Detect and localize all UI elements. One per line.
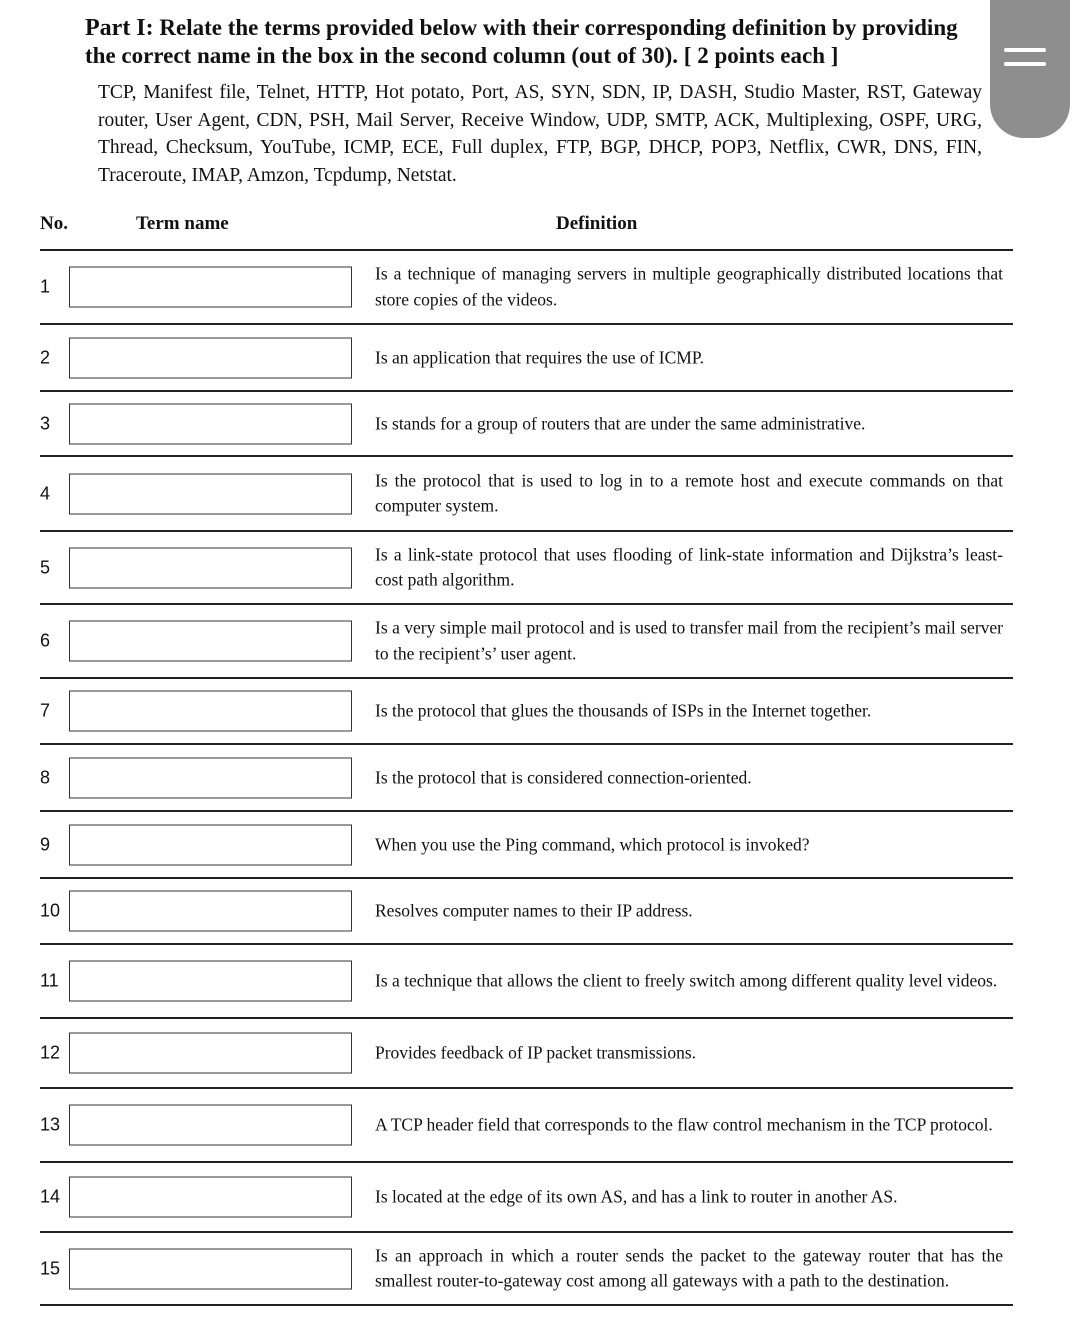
- row-definition: Is a technique of managing servers in multiple geographically distributed locations that store copies of the videos.: [375, 263, 1003, 309]
- table-row: [40, 323, 1013, 390]
- term-bank: TCP, Manifest file, Telnet, HTTP, Hot potato, Port, AS, SYN, SDN, IP, DASH, Studio Master, RST, Gateway router, User Agent, CDN, PSH, Mail Server, Receive Window, UDP, SMTP, ACK, Multiplexing, OSPF, URG, Thread, Checksum, YouTube, ICMP, ECE, Full duplex, FTP, BGP, DHCP, POP3, Netflix, CWR, DNS, FIN, Traceroute, IMAP, Amzon, Tcpdump, Netstat.: [98, 82, 982, 186]
- table-row: [40, 677, 1013, 743]
- row-number: 9: [40, 834, 51, 854]
- row-number: 14: [40, 1186, 61, 1207]
- answer-box[interactable]: [69, 621, 352, 662]
- column-header-term: Term name: [136, 213, 229, 234]
- row-number: 7: [40, 700, 51, 721]
- row-number: 10: [40, 900, 61, 921]
- table-row: [40, 455, 1013, 530]
- answer-box[interactable]: [69, 1033, 352, 1074]
- answer-box[interactable]: [69, 1177, 352, 1218]
- row-definition: Is an approach in which a router sends the packet to the gateway router that has the smallest router-to-gateway cost among all gateways with a path to the destination.: [375, 1245, 1003, 1291]
- row-number: 5: [40, 557, 51, 577]
- answer-box[interactable]: [69, 691, 352, 732]
- row-definition: Resolves computer names to their IP address.: [375, 900, 693, 921]
- row-definition: A TCP header field that corresponds to the flaw control mechanism in the TCP protocol.: [375, 1114, 993, 1135]
- table-row: [40, 603, 1013, 677]
- row-definition: Provides feedback of IP packet transmissions.: [375, 1042, 697, 1063]
- menu-handle[interactable]: [990, 0, 1070, 138]
- table-row: [40, 1161, 1013, 1231]
- table-row: [40, 1087, 1013, 1161]
- row-number: 11: [40, 970, 59, 991]
- answer-box[interactable]: [69, 547, 352, 588]
- instruction-text: Relate the terms provided below with their corresponding definition by providing the correct name in the box in the second column (out of 30). [ 2 points each ]: [85, 15, 958, 68]
- row-number: 6: [40, 630, 51, 651]
- answer-box[interactable]: [69, 337, 352, 378]
- row-number: 1: [40, 276, 51, 297]
- table-row: [40, 877, 1013, 943]
- answer-box[interactable]: [69, 1105, 352, 1146]
- table-row: [40, 530, 1013, 603]
- table-row: [40, 1017, 1013, 1087]
- answer-box[interactable]: [69, 891, 352, 932]
- answer-box[interactable]: [69, 403, 352, 444]
- table-row: [40, 810, 1013, 877]
- row-number: 8: [40, 767, 51, 787]
- table-row: [40, 249, 1013, 323]
- answer-box[interactable]: [69, 757, 352, 798]
- answer-box[interactable]: [69, 267, 352, 308]
- answer-box[interactable]: [69, 1248, 352, 1289]
- row-definition: Is the protocol that is considered connection-oriented.: [375, 766, 752, 787]
- table-row: [40, 743, 1013, 810]
- answer-table: [40, 249, 1013, 1306]
- table-row: [40, 943, 1013, 1017]
- row-number: 3: [40, 413, 51, 433]
- row-definition: Is stands for a group of routers that are under the same administrative.: [375, 412, 866, 433]
- table-row: [40, 1231, 1013, 1306]
- row-number: 15: [40, 1258, 61, 1278]
- row-definition: Is an application that requires the use of ICMP.: [375, 346, 705, 367]
- table-row: [40, 390, 1013, 455]
- answer-box[interactable]: [69, 473, 352, 514]
- row-number: 4: [40, 483, 51, 503]
- row-definition: Is a very simple mail protocol and is used to transfer mail from the recipient’s mail server to the recipient’s’ user agent.: [375, 617, 1003, 663]
- answer-box[interactable]: [69, 961, 352, 1002]
- part-label: Part I:: [85, 15, 154, 41]
- row-number: 2: [40, 347, 51, 367]
- column-header-no: No.: [40, 213, 68, 234]
- row-definition: Is the protocol that is used to log in to a remote host and execute commands on that computer system.: [375, 470, 1003, 516]
- row-definition: Is the protocol that glues the thousands of ISPs in the Internet together.: [375, 700, 872, 721]
- answer-box[interactable]: [69, 824, 352, 865]
- row-definition: Is a technique that allows the client to freely switch among different quality level videos.: [375, 970, 998, 991]
- row-definition: Is located at the edge of its own AS, and has a link to router in another AS.: [375, 1186, 898, 1207]
- row-definition: When you use the Ping command, which protocol is invoked?: [375, 833, 810, 854]
- row-number: 12: [40, 1042, 61, 1063]
- column-header-definition: Definition: [556, 213, 638, 234]
- part-instruction: [85, 14, 990, 69]
- part-header: [85, 14, 990, 69]
- row-definition: Is a link-state protocol that uses flooding of link-state information and Dijkstra’s least-cost path algorithm.: [375, 544, 1003, 590]
- row-number: 13: [40, 1114, 61, 1135]
